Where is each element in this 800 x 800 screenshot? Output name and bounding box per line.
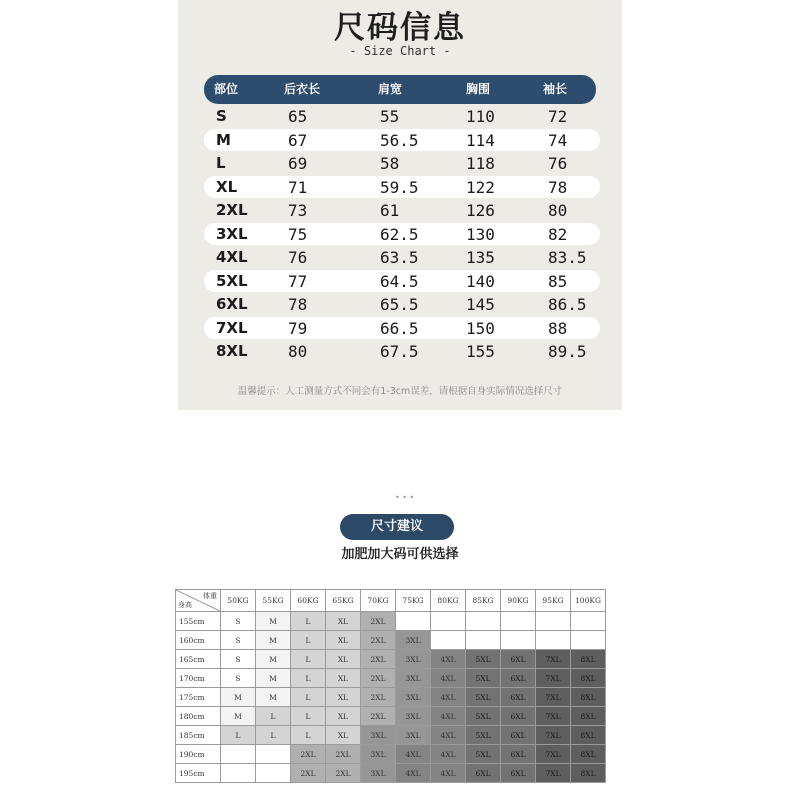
height-label-cell: 165cm: [176, 650, 221, 669]
size-recommendation-cell: 8XL: [571, 669, 606, 688]
size-recommendation-cell: 6XL: [501, 764, 536, 783]
size-length-cell: 75: [288, 224, 308, 244]
size-recommendation-cell: 8XL: [571, 688, 606, 707]
size-recommendation-cell: 3XL: [396, 726, 431, 745]
size-recommendation-cell: M: [256, 650, 291, 669]
size-size-cell: 6XL: [216, 295, 248, 313]
size-shoulder-cell: 62.5: [380, 224, 419, 244]
size-recommendation-cell: 6XL: [501, 726, 536, 745]
size-recommendation-cell: 6XL: [466, 764, 501, 783]
size-recommendation-cell: XL: [326, 650, 361, 669]
size-chest-cell: 126: [466, 201, 495, 220]
table-row: [176, 688, 606, 707]
size-recommendation-cell: 5XL: [466, 688, 501, 707]
size-recommendation-cell: [221, 745, 256, 764]
height-label-cell: 175cm: [176, 688, 221, 707]
size-sleeve-cell: 80: [548, 201, 568, 220]
size-recommendation-cell: L: [291, 707, 326, 726]
size-recommendation-cell: 5XL: [466, 669, 501, 688]
height-label-cell: 185cm: [176, 726, 221, 745]
table-row: [176, 612, 606, 631]
size-recommendation-cell: L: [291, 726, 326, 745]
size-shoulder-cell: 67.5: [380, 342, 419, 361]
size-recommendation-cell: 4XL: [431, 669, 466, 688]
size-recommendation-cell: 4XL: [396, 745, 431, 764]
size-recommendation-cell: 4XL: [431, 707, 466, 726]
weight-header-cell: 70KG: [361, 590, 396, 612]
size-recommendation-cell: 6XL: [501, 650, 536, 669]
size-size-cell: 5XL: [216, 271, 248, 290]
size-recommendation-cell: S: [221, 669, 256, 688]
size-sleeve-cell: 89.5: [548, 342, 587, 361]
measurement-note: 温馨提示：人工测量方式不同会有1-3cm误差，请根据自身实际情况选择尺寸: [237, 386, 563, 397]
size-recommendation-cell: 2XL: [326, 745, 361, 764]
size-shoulder-cell: 59.5: [380, 177, 419, 197]
weight-header-cell: 50KG: [221, 590, 256, 612]
size-recommendation-cell: 3XL: [361, 726, 396, 745]
size-recommendation-cell: 6XL: [501, 669, 536, 688]
weight-header-cell: 100KG: [571, 590, 606, 612]
size-recommendation-cell: 4XL: [431, 650, 466, 669]
weight-header-cell: 75KG: [396, 590, 431, 612]
size-sleeve-cell: 78: [548, 177, 568, 197]
size-recommendation-cell: XL: [326, 631, 361, 650]
table-row: [176, 745, 606, 764]
size-chart-header: [204, 75, 596, 104]
weight-header-cell: 80KG: [431, 590, 466, 612]
height-label-cell: 180cm: [176, 707, 221, 726]
size-recommendation-cell: 4XL: [431, 726, 466, 745]
size-recommendation-cell: XL: [326, 669, 361, 688]
header-length: 后衣长: [284, 82, 321, 96]
size-chart-title: 尺码信息: [334, 10, 466, 46]
size-recommendation-cell: 7XL: [536, 764, 571, 783]
size-recommendation-cell: [256, 745, 291, 764]
size-recommendation-cell: L: [291, 669, 326, 688]
size-recommendation-cell: 8XL: [571, 707, 606, 726]
size-recommendation-cell: [431, 631, 466, 650]
size-recommendation-cell: 7XL: [536, 745, 571, 764]
size-recommendation-cell: [431, 612, 466, 631]
size-shoulder-cell: 58: [380, 154, 400, 173]
size-recommendation-cell: 2XL: [361, 631, 396, 650]
size-chart-card: [178, 0, 622, 410]
size-recommendation-cell: M: [221, 688, 256, 707]
size-recommendation-cell: 5XL: [466, 726, 501, 745]
size-chart-subtitle: - Size Chart -: [349, 44, 451, 58]
table-row: [176, 764, 606, 783]
size-length-cell: 80: [288, 342, 308, 361]
size-recommendation-cell: 2XL: [291, 764, 326, 783]
size-recommendation-cell: 7XL: [536, 669, 571, 688]
size-recommendation-cell: L: [256, 707, 291, 726]
size-length-cell: 73: [288, 201, 308, 220]
size-recommendation-cell: L: [291, 612, 326, 631]
size-length-cell: 71: [288, 177, 308, 197]
size-advice-subtitle: 加肥加大码可供选择: [341, 547, 459, 562]
size-recommendation-cell: 4XL: [396, 764, 431, 783]
height-label-cell: 160cm: [176, 631, 221, 650]
table-row: [176, 707, 606, 726]
size-recommendation-cell: 2XL: [361, 707, 396, 726]
height-label-cell: 155cm: [176, 612, 221, 631]
size-size-cell: 7XL: [216, 318, 248, 337]
size-recommendation-cell: L: [291, 650, 326, 669]
size-chest-cell: 110: [466, 107, 495, 126]
size-recommendation-cell: [396, 612, 431, 631]
size-recommendation-cell: 7XL: [536, 650, 571, 669]
recommendation-body: [176, 612, 606, 783]
size-sleeve-cell: 76: [548, 154, 568, 173]
size-recommendation-cell: 8XL: [571, 745, 606, 764]
size-recommendation-cell: S: [221, 612, 256, 631]
weight-header-cell: 60KG: [291, 590, 326, 612]
size-size-cell: 4XL: [216, 248, 248, 266]
size-sleeve-cell: 74: [548, 130, 568, 150]
size-recommendation-cell: [501, 631, 536, 650]
size-recommendation-cell: 3XL: [361, 764, 396, 783]
size-recommendation-cell: 5XL: [466, 745, 501, 764]
size-recommendation-cell: 2XL: [361, 650, 396, 669]
size-recommendation-cell: 2XL: [291, 745, 326, 764]
size-chest-cell: 135: [466, 248, 495, 267]
size-chest-cell: 122: [466, 177, 495, 197]
size-length-cell: 69: [288, 154, 308, 173]
size-recommendation-cell: 6XL: [501, 745, 536, 764]
size-chest-cell: 145: [466, 295, 495, 314]
size-recommendation-cell: [466, 631, 501, 650]
size-size-cell: L: [216, 154, 226, 172]
size-length-cell: 77: [288, 271, 308, 291]
size-recommendation-cell: 6XL: [501, 688, 536, 707]
size-recommendation-cell: 2XL: [361, 669, 396, 688]
size-recommendation-cell: 4XL: [431, 688, 466, 707]
size-recommendation-cell: L: [291, 631, 326, 650]
size-shoulder-cell: 66.5: [380, 318, 419, 338]
size-recommendation-cell: L: [291, 688, 326, 707]
corner-height-label: 身高: [178, 601, 192, 609]
size-recommendation-cell: [221, 764, 256, 783]
size-recommendation-cell: 7XL: [536, 707, 571, 726]
size-sleeve-cell: 82: [548, 224, 568, 244]
size-length-cell: 65: [288, 107, 308, 126]
size-size-cell: M: [216, 130, 231, 149]
weight-header-cell: 65KG: [326, 590, 361, 612]
table-row: [176, 631, 606, 650]
size-shoulder-cell: 65.5: [380, 295, 419, 314]
size-recommendation-cell: [571, 631, 606, 650]
weight-header-row: [176, 590, 606, 612]
size-size-cell: 3XL: [216, 224, 248, 243]
table-row: [176, 650, 606, 669]
size-sleeve-cell: 72: [548, 107, 568, 126]
size-recommendation-cell: XL: [326, 612, 361, 631]
size-recommendation-cell: M: [221, 707, 256, 726]
size-recommendation-cell: M: [256, 631, 291, 650]
size-recommendation-cell: 3XL: [396, 688, 431, 707]
size-shoulder-cell: 64.5: [380, 271, 419, 291]
size-length-cell: 78: [288, 295, 308, 314]
size-shoulder-cell: 63.5: [380, 248, 419, 267]
size-recommendation-cell: M: [256, 669, 291, 688]
height-label-cell: 190cm: [176, 745, 221, 764]
size-recommendation-cell: [536, 631, 571, 650]
header-shoulder: 肩宽: [378, 82, 403, 96]
size-recommendation-cell: XL: [326, 707, 361, 726]
size-size-cell: S: [216, 107, 227, 125]
size-recommendation-cell: [536, 612, 571, 631]
size-size-cell: 2XL: [216, 201, 248, 219]
size-recommendation-cell: 5XL: [466, 650, 501, 669]
height-label-cell: 195cm: [176, 764, 221, 783]
size-recommendation-cell: 4XL: [431, 764, 466, 783]
size-length-cell: 67: [288, 130, 308, 150]
size-recommendation-cell: 3XL: [396, 650, 431, 669]
size-recommendation-cell: S: [221, 650, 256, 669]
corner-weight-label: 体重: [203, 592, 217, 600]
table-row: [176, 669, 606, 688]
size-recommendation-cell: 5XL: [466, 707, 501, 726]
size-shoulder-cell: 56.5: [380, 130, 419, 150]
size-chest-cell: 140: [466, 271, 495, 291]
size-sleeve-cell: 85: [548, 271, 568, 291]
weight-header-cell: 95KG: [536, 590, 571, 612]
size-recommendation-cell: [501, 612, 536, 631]
size-recommendation-cell: 7XL: [536, 688, 571, 707]
size-recommendation-cell: 2XL: [326, 764, 361, 783]
size-chest-cell: 114: [466, 130, 495, 150]
weight-header-cell: 55KG: [256, 590, 291, 612]
height-label-cell: 170cm: [176, 669, 221, 688]
size-recommendation-cell: 6XL: [501, 707, 536, 726]
header-chest: 胸围: [466, 82, 491, 96]
size-recommendation-cell: [256, 764, 291, 783]
table-corner: [176, 590, 221, 612]
size-recommendation-cell: [571, 612, 606, 631]
size-recommendation-cell: 3XL: [396, 669, 431, 688]
size-recommendation-cell: 2XL: [361, 612, 396, 631]
size-recommendation-cell: 2XL: [361, 688, 396, 707]
size-chest-cell: 130: [466, 224, 495, 244]
size-size-cell: XL: [216, 177, 238, 196]
size-sleeve-cell: 86.5: [548, 295, 587, 314]
weight-header-cell: 85KG: [466, 590, 501, 612]
size-advice-badge: 尺寸建议: [340, 514, 454, 540]
size-recommendation-cell: 3XL: [396, 707, 431, 726]
size-sleeve-cell: 88: [548, 318, 568, 338]
size-recommendation-cell: 7XL: [536, 726, 571, 745]
decorative-dots: • • •: [395, 493, 415, 502]
size-recommendation-cell: S: [221, 631, 256, 650]
size-sleeve-cell: 83.5: [548, 248, 587, 267]
size-length-cell: 79: [288, 318, 308, 338]
size-recommendation-cell: XL: [326, 688, 361, 707]
size-recommendation-cell: 3XL: [396, 631, 431, 650]
size-recommendation-cell: M: [256, 688, 291, 707]
header-part: 部位: [214, 82, 239, 96]
size-recommendation-cell: L: [221, 726, 256, 745]
size-recommendation-cell: 8XL: [571, 726, 606, 745]
size-recommendation-cell: 8XL: [571, 650, 606, 669]
size-recommendation-cell: 4XL: [431, 745, 466, 764]
size-recommendation-cell: L: [256, 726, 291, 745]
header-sleeve: 袖长: [543, 82, 568, 96]
size-recommendation-cell: [466, 612, 501, 631]
size-chest-cell: 118: [466, 154, 495, 173]
size-size-cell: 8XL: [216, 342, 248, 360]
size-recommendation-cell: 3XL: [361, 745, 396, 764]
size-recommendation-cell: M: [256, 612, 291, 631]
size-chest-cell: 150: [466, 318, 495, 338]
size-shoulder-cell: 55: [380, 107, 400, 126]
size-chest-cell: 155: [466, 342, 495, 361]
size-recommendation-cell: XL: [326, 726, 361, 745]
weight-header-cell: 90KG: [501, 590, 536, 612]
size-recommendation-table: [175, 589, 606, 783]
size-recommendation-cell: 8XL: [571, 764, 606, 783]
table-row: [176, 726, 606, 745]
size-length-cell: 76: [288, 248, 308, 267]
size-shoulder-cell: 61: [380, 201, 400, 220]
